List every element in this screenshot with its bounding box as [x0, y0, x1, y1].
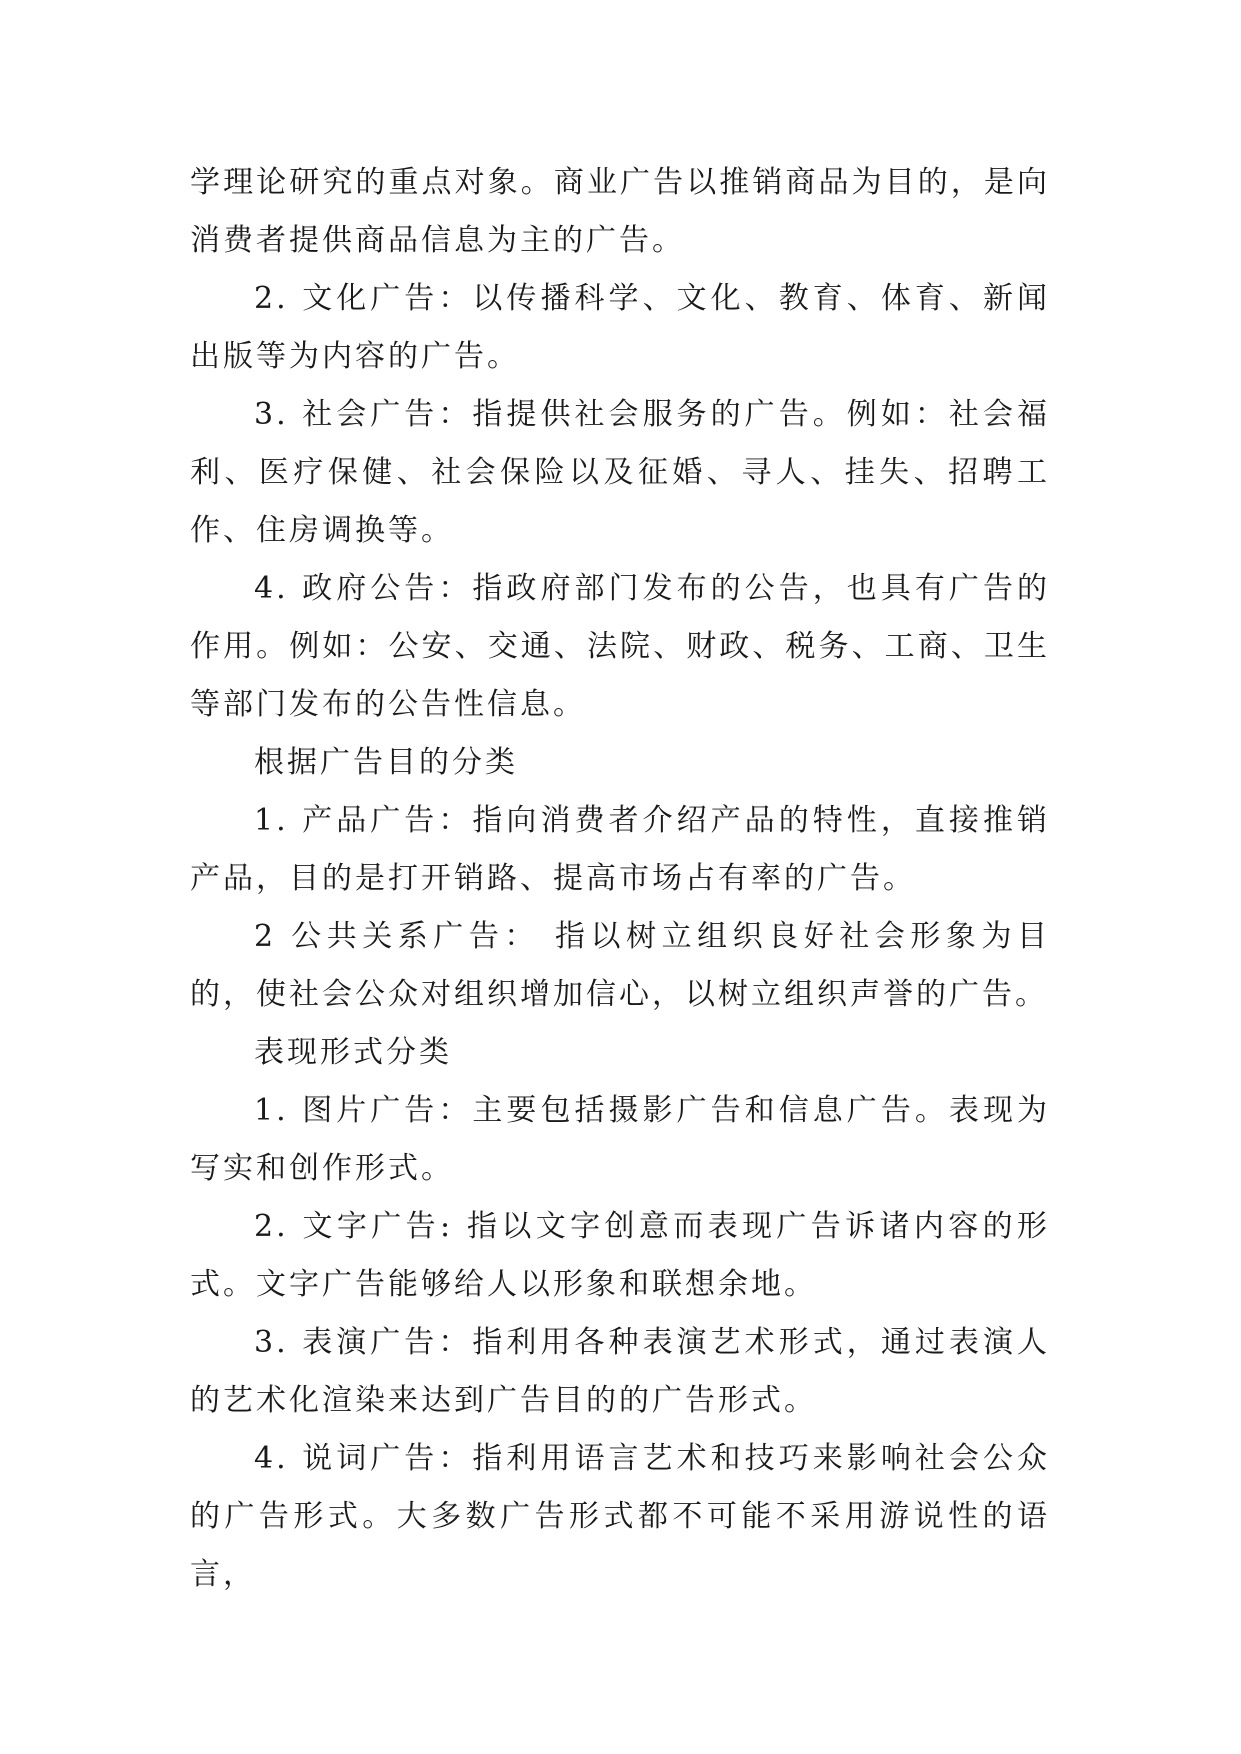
paragraph: 1. 产品广告：指向消费者介绍产品的特性，直接推销产品，目的是打开销路、提高市场占有率的广告。: [190, 803, 1050, 896]
paragraph: 1. 图片广告：主要包括摄影广告和信息广告。表现为写实和创作形式。: [190, 1093, 1050, 1186]
paragraph: 2 公共关系广告： 指以树立组织良好社会形象为目的，使社会公众对组织增加信心，以树立组织声誉的广告。: [190, 919, 1050, 1012]
paragraph: 3. 表演广告：指利用各种表演艺术形式，通过表演人的艺术化渲染来达到广告目的的广告形式。: [190, 1325, 1050, 1418]
paragraph: 2. 文化广告：以传播科学、文化、教育、体育、新闻出版等为内容的广告。: [190, 281, 1050, 374]
paragraph: 3. 社会广告：指提供社会服务的广告。例如：社会福利、医疗保健、社会保险以及征婚、寻人、挂失、招聘工作、住房调换等。: [190, 397, 1050, 548]
paragraph: 学理论研究的重点对象。商业广告以推销商品为目的，是向消费者提供商品信息为主的广告。: [190, 165, 1050, 258]
paragraph: 2. 文字广告: 指以文字创意而表现广告诉诸内容的形式。文字广告能够给人以形象和联想余地。: [190, 1209, 1050, 1302]
document-body: [190, 154, 1050, 1604]
paragraph: 4. 政府公告：指政府部门发布的公告，也具有广告的作用。例如：公安、交通、法院、财政、税务、工商、卫生等部门发布的公告性信息。: [190, 571, 1050, 722]
section-heading: 根据广告目的分类: [254, 745, 518, 780]
section-heading: 表现形式分类: [254, 1035, 452, 1070]
paragraph: 4. 说词广告：指利用语言艺术和技巧来影响社会公众的广告形式。大多数广告形式都不可能不采用游说性的语言，: [190, 1441, 1050, 1592]
